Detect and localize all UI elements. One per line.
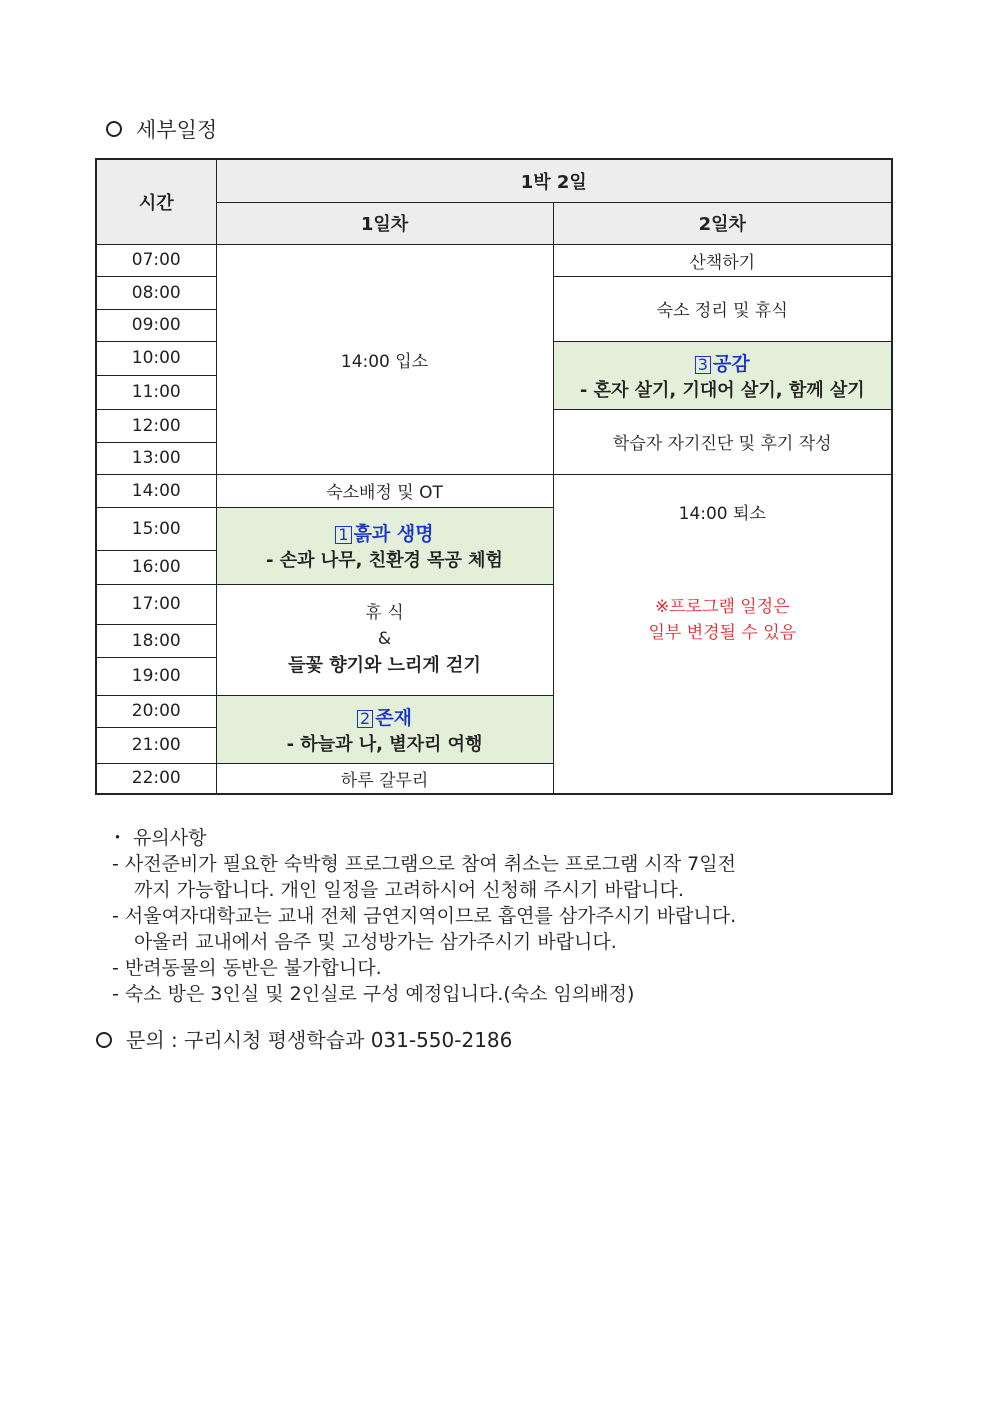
day2-walk: 산책하기 — [553, 244, 892, 276]
period-header: 1박 2일 — [216, 159, 892, 202]
note-item-continued: 까지 가능합니다. 개인 일정을 고려하시어 신청해 주시기 바랍니다. — [134, 879, 684, 901]
program-3: 3 공감 - 혼자 살기, 기대어 살기, 함께 살기 — [553, 341, 892, 409]
note-item: - 서울여자대학교는 교내 전체 금연지역이므로 흡연를 삼가주시기 바랍니다. — [112, 905, 737, 927]
dot-bullet-icon: ・ — [108, 827, 134, 849]
time-cell: 12:00 — [96, 409, 216, 442]
program-number-badge: 3 — [695, 356, 711, 374]
time-header: 시간 — [96, 159, 216, 244]
schedule-notice: ※프로그램 일정은 일부 변경될 수 있음 — [648, 596, 797, 643]
program-1: 1 흙과 생명 - 손과 나무, 친환경 목공 체험 — [216, 507, 553, 584]
time-cell: 07:00 — [96, 244, 216, 276]
note-item-continued: 아울러 교내에서 음주 및 고성방가는 삼가주시기 바랍니다. — [134, 931, 617, 953]
day1-header: 1일차 — [216, 202, 553, 244]
time-cell: 13:00 — [96, 442, 216, 474]
notes-title: ・ 유의사항 — [108, 827, 207, 849]
contact-info: 문의 : 구리시청 평생학습과 031-550-2186 — [96, 1024, 512, 1053]
day2-tidy: 숙소 정리 및 휴식 — [553, 276, 892, 341]
time-cell: 10:00 — [96, 341, 216, 375]
program-2: 2 존재 - 하늘과 나, 별자리 여행 — [216, 695, 553, 763]
circle-bullet-icon — [96, 1032, 112, 1048]
note-item: - 반려동물의 동반은 불가합니다. — [112, 957, 382, 979]
time-cell: 21:00 — [96, 727, 216, 763]
time-cell: 15:00 — [96, 507, 216, 550]
day2-review: 학습자 자기진단 및 후기 작성 — [553, 409, 892, 474]
time-cell: 18:00 — [96, 624, 216, 657]
time-cell: 19:00 — [96, 657, 216, 695]
time-cell: 22:00 — [96, 763, 216, 794]
day1-checkin: 14:00 입소 — [216, 244, 553, 474]
program-number-badge: 1 — [335, 526, 351, 544]
time-cell: 08:00 — [96, 276, 216, 309]
time-cell: 17:00 — [96, 584, 216, 624]
day2-header: 2일차 — [553, 202, 892, 244]
day1-rest-walk: 휴 식 & 들꽃 향기와 느리게 걷기 — [216, 584, 553, 695]
time-cell: 14:00 — [96, 474, 216, 507]
day1-wrap: 하루 갈무리 — [216, 763, 553, 794]
notes-section — [100, 825, 900, 1007]
circle-bullet-icon — [106, 121, 122, 137]
time-cell: 20:00 — [96, 695, 216, 727]
note-item: - 사전준비가 필요한 숙박형 프로그램으로 참여 취소는 프로그램 시작 7일전 — [112, 853, 736, 875]
day2-checkout: 14:00 퇴소 ※프로그램 일정은 일부 변경될 수 있음 — [553, 474, 892, 794]
note-item: - 숙소 방은 3인실 및 2인실로 구성 예정입니다.(숙소 임의배정) — [112, 983, 635, 1005]
program-number-badge: 2 — [357, 710, 373, 728]
time-cell: 16:00 — [96, 550, 216, 584]
section-title: 세부일정 — [106, 114, 217, 144]
time-cell: 11:00 — [96, 375, 216, 409]
schedule-table — [95, 158, 893, 795]
day1-ot: 숙소배정 및 OT — [216, 474, 553, 507]
time-cell: 09:00 — [96, 309, 216, 341]
